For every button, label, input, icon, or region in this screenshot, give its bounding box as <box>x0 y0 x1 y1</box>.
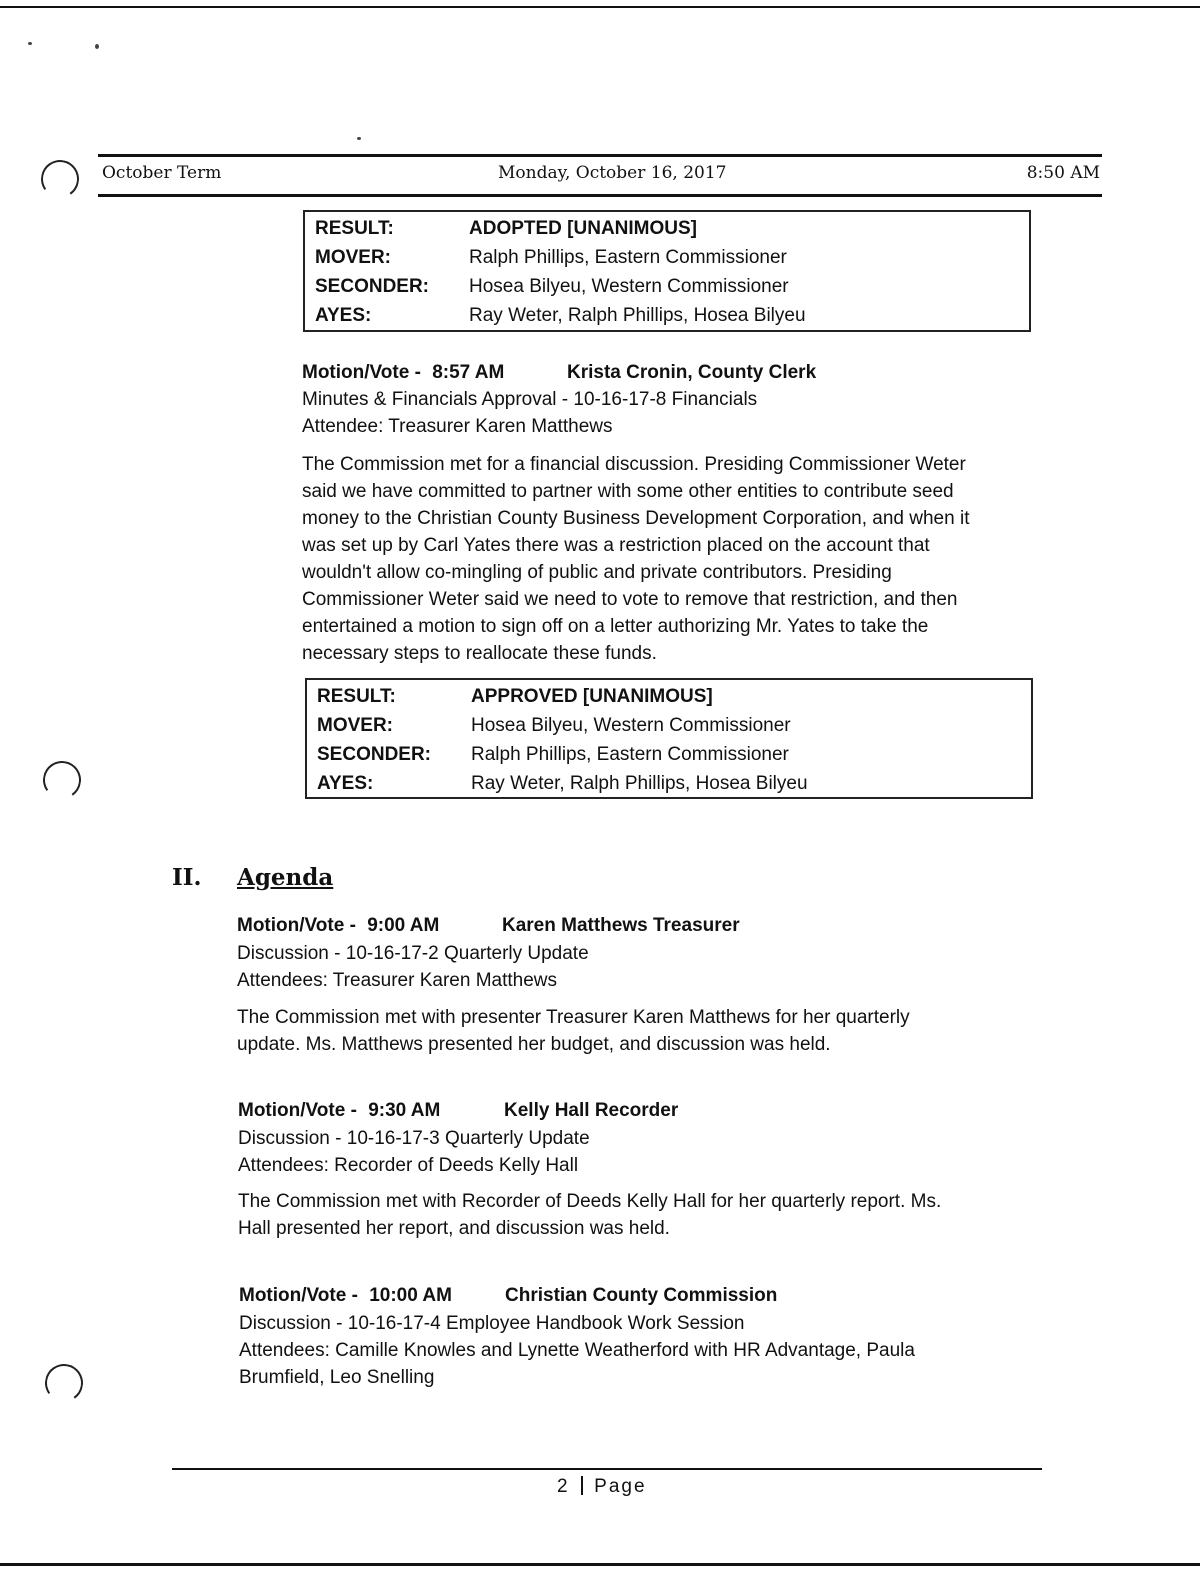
header-rule-top <box>98 154 1102 157</box>
page-number: 2 <box>557 1476 570 1497</box>
vote-key: AYES: <box>315 305 372 326</box>
vote-value: Ralph Phillips, Eastern Commissioner <box>471 744 789 765</box>
attendees-line: Attendees: Camille Knowles and Lynette Weatherford with HR Advantage, Paula <box>239 1340 915 1361</box>
attendees-line: Brumfield, Leo Snelling <box>239 1367 435 1388</box>
motion-time: 10:00 AM <box>369 1285 452 1306</box>
motion-subject: Discussion - 10-16-17-3 Quarterly Update <box>238 1128 590 1149</box>
vote-row-ayes <box>315 301 1015 330</box>
motion-presenter: Krista Cronin, County Clerk <box>567 362 817 383</box>
body-line: The Commission met for a financial discussion. Presiding Commissioner Weter <box>302 454 966 475</box>
footer-rule <box>172 1468 1042 1470</box>
vote-value: Ray Weter, Ralph Phillips, Hosea Bilyeu <box>471 773 808 794</box>
scan-speck <box>28 42 32 45</box>
binder-hole <box>40 758 84 802</box>
body-line: wouldn't allow co-mingling of public and private contributors. Presiding <box>302 562 892 583</box>
vote-row-result <box>317 682 1017 711</box>
motion-attendees: Attendee: Treasurer Karen Matthews <box>302 416 613 437</box>
vote-key: RESULT: <box>317 686 396 707</box>
motion-body <box>302 451 969 667</box>
vote-row-seconder <box>315 272 1015 301</box>
motion-subject: Discussion - 10-16-17-2 Quarterly Update <box>237 943 589 964</box>
motion-attendees <box>239 1337 915 1391</box>
page-footer <box>557 1476 647 1498</box>
scan-bottom-border <box>0 1563 1200 1566</box>
binder-hole <box>42 1361 86 1405</box>
header-date: Monday, October 16, 2017 <box>498 163 727 183</box>
vote-key: MOVER: <box>315 247 391 268</box>
body-line: Hall presented her report, and discussion was held. <box>238 1218 670 1239</box>
scan-top-border <box>0 6 1200 8</box>
vote-key: AYES: <box>317 773 374 794</box>
vote-result-box <box>303 210 1031 332</box>
vote-result-value: APPROVED [UNANIMOUS] <box>471 686 713 707</box>
motion-attendees: Attendees: Recorder of Deeds Kelly Hall <box>238 1155 579 1176</box>
header-term: October Term <box>102 163 222 183</box>
vote-row-mover <box>317 711 1017 740</box>
header-rule-bottom <box>98 194 1102 197</box>
vote-result-box <box>305 678 1033 799</box>
body-line: The Commission met with Recorder of Deeds Kelly Hall for her quarterly report. Ms. <box>238 1191 942 1212</box>
vote-key: SECONDER: <box>317 744 432 765</box>
motion-label: Motion/Vote - <box>237 915 356 936</box>
motion-label: Motion/Vote - <box>239 1285 358 1306</box>
motion-body <box>237 1004 910 1058</box>
section-title: Agenda <box>237 864 334 891</box>
motion-subject: Discussion - 10-16-17-4 Employee Handbook Work Session <box>239 1313 745 1334</box>
motion-presenter: Christian County Commission <box>505 1285 778 1306</box>
motion-body <box>238 1188 941 1242</box>
motion-subject: Minutes & Financials Approval - 10-16-17-8 Financials <box>302 389 758 410</box>
motion-heading <box>237 912 740 939</box>
motion-time: 8:57 AM <box>432 362 505 383</box>
motion-label: Motion/Vote - <box>302 362 421 383</box>
motion-label: Motion/Vote - <box>238 1100 357 1121</box>
body-line: Commissioner Weter said we need to vote to remove that restriction, and then <box>302 589 958 610</box>
vote-value: Hosea Bilyeu, Western Commissioner <box>471 715 791 736</box>
body-line: update. Ms. Matthews presented her budget, and discussion was held. <box>237 1034 831 1055</box>
motion-heading <box>302 359 817 386</box>
scan-speck <box>95 44 99 49</box>
header-time: 8:50 AM <box>1026 163 1100 183</box>
vote-row-result <box>315 214 1015 243</box>
motion-presenter: Kelly Hall Recorder <box>504 1100 679 1121</box>
vote-result-value: ADOPTED [UNANIMOUS] <box>469 218 697 239</box>
body-line: The Commission met with presenter Treasurer Karen Matthews for her quarterly <box>237 1007 910 1028</box>
section-number: II. <box>172 864 202 891</box>
vote-value: Ralph Phillips, Eastern Commissioner <box>469 247 787 268</box>
motion-presenter: Karen Matthews Treasurer <box>502 915 740 936</box>
vote-key: MOVER: <box>317 715 393 736</box>
motion-heading <box>239 1282 778 1309</box>
page-separator <box>581 1476 583 1495</box>
body-line: money to the Christian County Business Development Corporation, and when it <box>302 508 970 529</box>
body-line: was set up by Carl Yates there was a restriction placed on the account that <box>302 535 930 556</box>
body-line: said we have committed to partner with some other entities to contribute seed <box>302 481 954 502</box>
motion-time: 9:30 AM <box>368 1100 441 1121</box>
vote-row-ayes <box>317 769 1017 798</box>
body-line: entertained a motion to sign off on a letter authorizing Mr. Yates to take the <box>302 616 929 637</box>
scan-speck <box>357 137 361 140</box>
motion-heading <box>238 1097 679 1124</box>
vote-row-seconder <box>317 740 1017 769</box>
vote-key: SECONDER: <box>315 276 430 297</box>
binder-hole <box>38 157 82 201</box>
motion-attendees: Attendees: Treasurer Karen Matthews <box>237 970 557 991</box>
vote-row-mover <box>315 243 1015 272</box>
body-line: necessary steps to reallocate these funds. <box>302 643 657 664</box>
motion-time: 9:00 AM <box>367 915 440 936</box>
vote-value: Hosea Bilyeu, Western Commissioner <box>469 276 789 297</box>
vote-value: Ray Weter, Ralph Phillips, Hosea Bilyeu <box>469 305 806 326</box>
page-word: Page <box>594 1476 647 1497</box>
vote-key: RESULT: <box>315 218 394 239</box>
